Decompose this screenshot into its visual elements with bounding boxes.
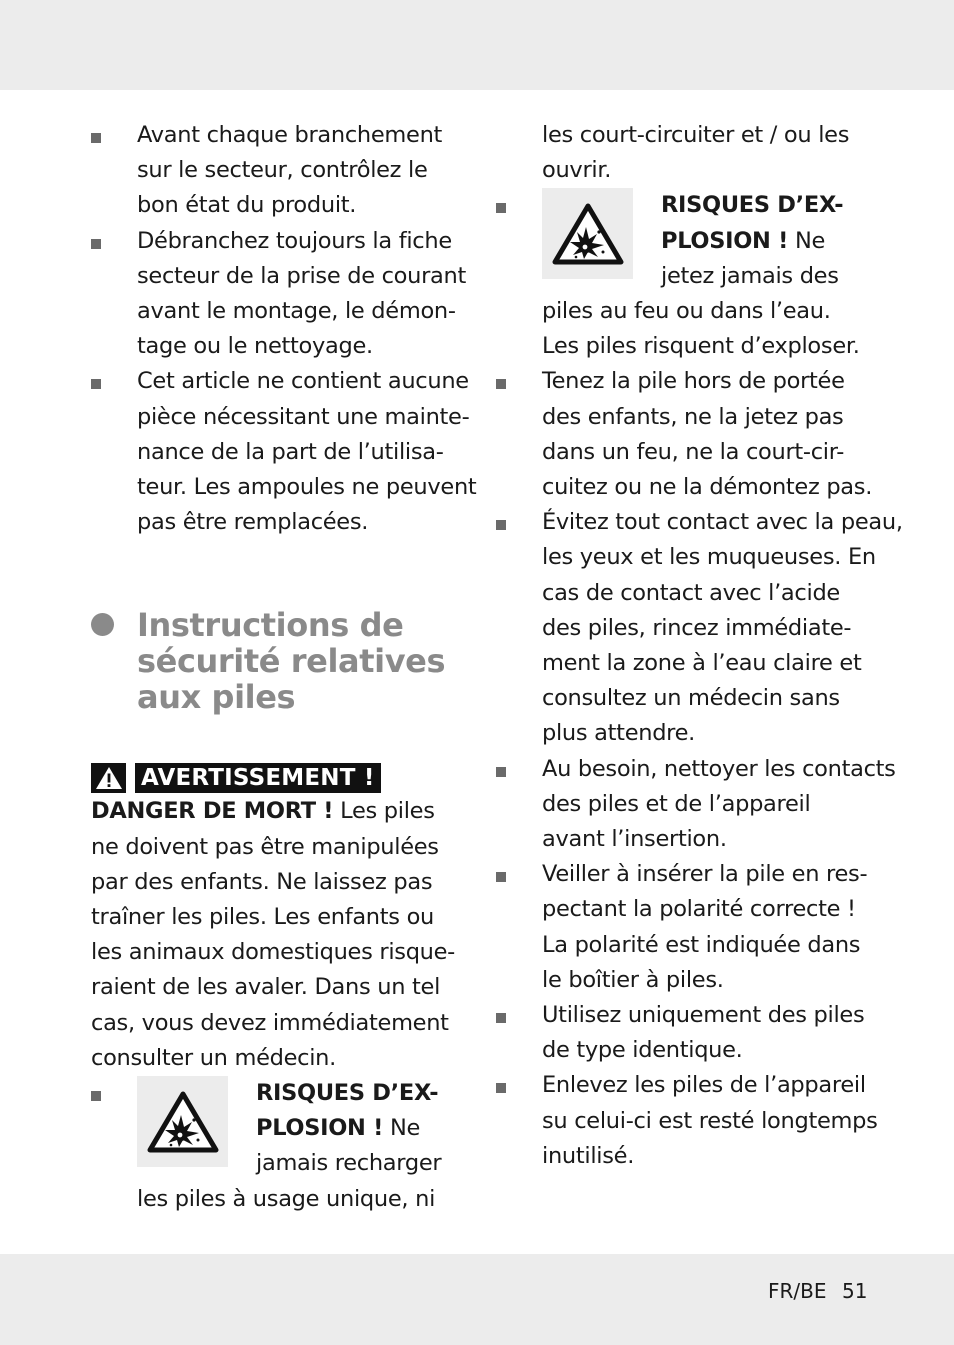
text-line: nance de la part de l’utilisa-: [137, 438, 444, 465]
list-item: [91, 1076, 463, 1217]
text-line: traîner les piles. Les enfants ou: [91, 904, 434, 931]
square-bullet-icon: [496, 379, 506, 389]
text-line: les yeux et les muqueuses. En: [542, 544, 876, 571]
text-line: pièce nécessitant une mainte-: [137, 403, 470, 430]
text-line: des piles, rincez immédiate-: [542, 614, 852, 641]
text-line: le boîtier à piles.: [542, 966, 724, 993]
text-line: secteur de la prise de courant: [137, 262, 467, 289]
square-bullet-icon: [496, 1083, 506, 1093]
warning-label: AVERTISSEMENT !: [135, 763, 381, 793]
square-bullet-icon: [496, 203, 506, 213]
explosion-title: RISQUES D’EX-: [661, 192, 844, 219]
text-line: cuitez ou ne la démontez pas.: [542, 474, 873, 501]
square-bullet-icon: [91, 379, 101, 389]
explosion-hazard-icon: [542, 188, 633, 279]
text-line: des piles et de l’appareil: [542, 790, 811, 817]
circle-bullet-icon: [91, 613, 114, 636]
text-line: des enfants, ne la jetez pas: [542, 403, 844, 430]
text-line: bon état du produit.: [137, 192, 357, 219]
text-line: Utilisez uniquement des piles: [542, 1002, 865, 1029]
explosion-hazard-icon: [137, 1076, 228, 1167]
text-line: les court-circuiter et / ou les: [542, 122, 850, 148]
square-bullet-icon: [496, 1013, 506, 1023]
text-line: piles au feu ou dans l’eau.: [542, 298, 831, 325]
text-line: cas, vous devez immédiatement: [91, 1009, 449, 1036]
text-line: Cet article ne contient aucune: [137, 368, 469, 395]
text-line: Évitez tout contact avec la peau,: [542, 509, 903, 536]
text-line: inutilisé.: [542, 1142, 635, 1169]
list-item: [496, 998, 868, 1068]
warning-triangle-icon: [91, 763, 126, 793]
text-line: les animaux domestiques risque-: [91, 939, 455, 966]
text-line: avant l’insertion.: [542, 826, 727, 853]
text-fragment: Ne: [383, 1115, 421, 1142]
text-line: Les piles risquent d’exploser.: [542, 333, 860, 360]
explosion-title-cont: PLOSION !: [256, 1115, 384, 1142]
text-line: raient de les avaler. Dans un tel: [91, 974, 441, 1001]
continuation-text: [496, 118, 868, 188]
right-column: [496, 118, 903, 1174]
text-line: Avant chaque branchement: [137, 122, 443, 148]
text-line: Enlevez les piles de l’appareil: [542, 1072, 866, 1099]
section-heading: [91, 607, 463, 715]
language-code: FR/BE: [768, 1279, 827, 1303]
text-line: cas de contact avec l’acide: [542, 579, 840, 606]
list-item: [496, 188, 868, 364]
text-line: de type identique.: [542, 1037, 743, 1064]
text-line: pectant la polarité correcte !: [542, 896, 856, 923]
text-line: ment la zone à l’eau claire et: [542, 650, 862, 677]
text-line: ne doivent pas être manipulées: [91, 833, 439, 860]
danger-label: DANGER DE MORT !: [91, 798, 334, 825]
text-line: Au besoin, nettoyer les contacts: [542, 755, 896, 782]
square-bullet-icon: [91, 133, 101, 143]
list-item: [91, 224, 467, 365]
explosion-title-cont: PLOSION !: [661, 227, 789, 254]
text-line: tage ou le nettoyage.: [137, 333, 373, 360]
text-line: par des enfants. Ne laissez pas: [91, 868, 433, 895]
text-line: La polarité est indiquée dans: [542, 931, 861, 958]
heading-line: Instructions de: [137, 606, 404, 645]
square-bullet-icon: [91, 1091, 101, 1101]
text-line: Débranchez toujours la fiche: [137, 227, 452, 254]
square-bullet-icon: [496, 767, 506, 777]
text-line: teur. Les ampoules ne peuvent: [137, 474, 477, 501]
list-item: [91, 364, 477, 540]
left-column: [91, 118, 477, 1217]
text-line: avant le montage, le démon-: [137, 298, 456, 325]
heading-line: sécurité relatives: [137, 642, 446, 681]
header-band: [0, 0, 954, 90]
list-item: [496, 857, 868, 998]
list-item: [496, 364, 873, 505]
text-line: jamais recharger: [256, 1150, 442, 1177]
text-fragment: Ne: [788, 227, 826, 254]
text-line: sur le secteur, contrôlez le: [137, 157, 428, 184]
text-line: [91, 794, 463, 829]
text-line: plus attendre.: [542, 720, 696, 747]
text-line: dans un feu, ne la court-cir-: [542, 438, 845, 465]
text-line: pas être remplacées.: [137, 509, 369, 536]
text-line: Tenez la pile hors de portée: [542, 368, 845, 395]
text-line: su celui-ci est resté longtemps: [542, 1107, 878, 1134]
text-line: ouvrir.: [542, 157, 612, 184]
square-bullet-icon: [496, 520, 506, 530]
warning-text: [91, 794, 463, 1076]
text-fragment: Les piles: [333, 798, 435, 825]
list-item: [91, 118, 463, 224]
page-number: 51: [842, 1279, 868, 1303]
text-line: les piles à usage unique, ni: [137, 1185, 436, 1212]
list-item: [496, 752, 896, 858]
list-item: [496, 505, 903, 751]
warning-banner: [91, 761, 463, 794]
square-bullet-icon: [496, 872, 506, 882]
list-item: [496, 1068, 878, 1174]
text-line: Veiller à insérer la pile en res-: [542, 861, 868, 888]
text-line: consultez un médecin sans: [542, 685, 840, 712]
text-line: consulter un médecin.: [91, 1044, 336, 1071]
heading-line: aux piles: [137, 678, 296, 717]
square-bullet-icon: [91, 239, 101, 249]
text-line: jetez jamais des: [661, 262, 839, 289]
explosion-title: RISQUES D’EX-: [256, 1080, 439, 1107]
